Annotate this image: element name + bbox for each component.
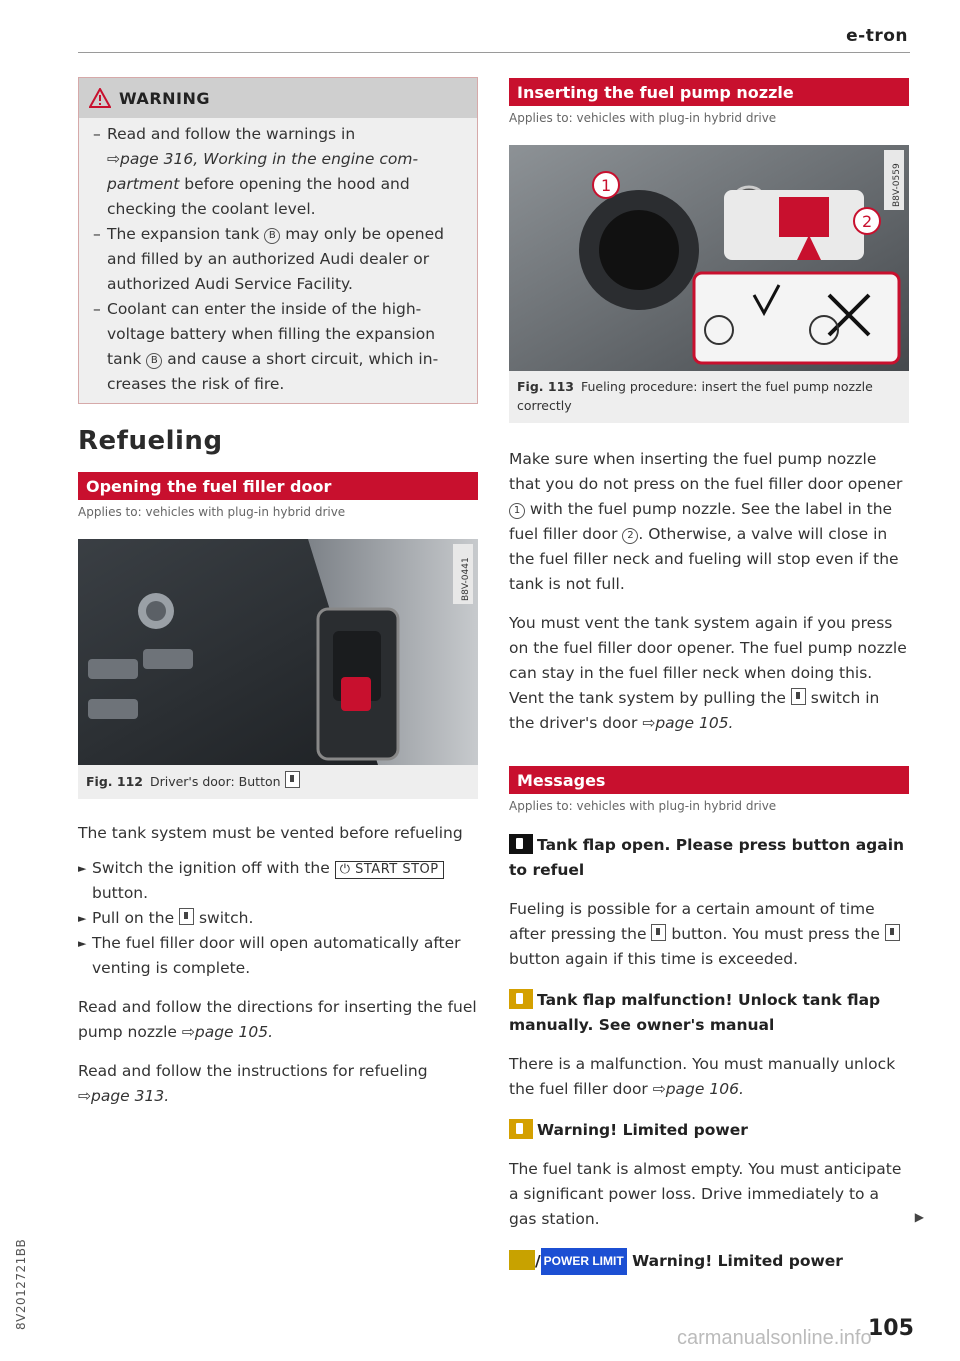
warning-item: – Read and follow the warnings in ⇨page 316, Working in the engine compartment before opening the hood and checking the coolant level. — [93, 125, 419, 218]
page-reference-link[interactable]: ⇨page 313. — [78, 1087, 170, 1105]
paragraph-text: switch in the driver's door — [509, 689, 880, 732]
subsection-title: Messages — [509, 766, 909, 794]
page-reference-link[interactable]: ⇨page 316, Working in the engine compartment — [107, 150, 419, 193]
figure-caption — [78, 765, 478, 799]
paragraph-text: button again if this time is exceeded. — [509, 950, 798, 968]
fuel-door-switch-icon — [179, 908, 194, 925]
figure-number: Fig. 112 — [86, 774, 143, 789]
start-stop-key: ⏻ START STOP — [335, 861, 444, 879]
step-text: button. — [92, 884, 149, 902]
paragraph — [78, 1059, 478, 1109]
paragraph-text: Read and follow the instructions for refueling — [78, 1062, 428, 1080]
section-title-refueling: Refueling — [78, 426, 223, 456]
right-column — [509, 78, 909, 1275]
page-reference-link[interactable]: ⇨page 106. — [652, 1080, 744, 1098]
message-title-text: Warning! Limited power — [632, 1252, 843, 1270]
page-reference-link[interactable]: ⇨page 105. — [642, 714, 734, 732]
applies-to: Applies to: vehicles with plug-in hybrid drive — [509, 799, 777, 813]
page-reference-link[interactable]: ⇨page 105. — [181, 1023, 274, 1041]
warning-text: Coolant can enter the inside of the high-voltage battery when filling the expansion tank — [107, 300, 436, 368]
warning-text: and cause a short circuit, which increases the risk of fire. — [107, 350, 439, 393]
step-text: The fuel filler door will open automatically after venting is complete. — [92, 934, 461, 977]
figure-caption-text: Driver's door: Button — [149, 774, 281, 789]
figure-112 — [78, 539, 478, 799]
step-text: Switch the ignition off with the — [92, 859, 335, 877]
warning-item: – Coolant can enter the inside of the high-voltage battery when filling the expansion tank B and cause a short circuit, which increases the risk of fire. — [93, 300, 439, 393]
warning-text: before opening the hood and checking the coolant level. — [107, 175, 410, 218]
marker-b: B — [264, 228, 280, 244]
fuel-door-black-icon — [509, 834, 533, 854]
paragraph — [509, 447, 909, 597]
door-button-photo — [78, 539, 478, 765]
step-text: switch. — [194, 909, 254, 927]
step-item: ► The fuel filler door will open automatically after venting is complete. — [78, 934, 461, 977]
continue-arrow-icon: ▶ — [914, 1210, 924, 1224]
fuel-door-yellow-icon — [509, 1119, 533, 1139]
steps-list — [78, 856, 478, 981]
paragraph-text: You must vent the tank system again if you press on the fuel filler door opener. The fuel pump nozzle can stay in the fuel filler neck when doing this. Vent the tank system by pulling the — [509, 614, 907, 707]
paragraph-text: Read and follow the directions for inserting the fuel pump nozzle — [78, 998, 477, 1041]
callout-2: 2 — [862, 212, 873, 231]
warning-heading: WARNING — [119, 88, 210, 108]
side-code — [12, 1200, 32, 1330]
page-number: 105 — [868, 1316, 914, 1341]
paragraph-text: Make sure when inserting the fuel pump nozzle that you do not press on the fuel filler door opener — [509, 450, 903, 493]
paragraph — [509, 897, 909, 972]
step-item: ► Pull on the switch. — [78, 909, 254, 927]
paragraph: The fuel tank is almost empty. You must anticipate a significant power loss. Drive immediately to a gas station. — [509, 1160, 902, 1228]
figure-code: B8V-0559 — [892, 163, 902, 207]
warning-text: The expansion tank — [107, 225, 265, 243]
paragraph-text: There is a malfunction. You must manually unlock the fuel filler door — [509, 1055, 896, 1098]
applies-to: Applies to: vehicles with plug-in hybrid drive — [78, 505, 346, 519]
warning-text: Read and follow the warnings in — [107, 125, 356, 143]
running-header: e-tron — [846, 26, 908, 46]
subsection-title: Opening the fuel filler door — [78, 472, 478, 500]
paragraph-text: . Otherwise, a valve will close in the fuel filler neck and fueling will stop even if the tank is not full. — [509, 525, 899, 593]
warning-triangle-icon — [89, 88, 111, 108]
fuel-door-switch-icon — [285, 771, 300, 788]
fuel-door-switch-icon — [651, 924, 666, 941]
power-limit-icon — [509, 1250, 535, 1270]
warning-body — [79, 118, 477, 403]
callout-1: 1 — [601, 176, 612, 195]
figure-113 — [509, 145, 909, 423]
paragraph-text: Fueling is possible for a certain amount of time after pressing the — [509, 900, 875, 943]
message-title — [509, 833, 909, 883]
paragraph-text: with the fuel pump nozzle. See the label in the fuel filler door — [509, 500, 893, 543]
message-title-text: Warning! Limited power — [537, 1121, 748, 1139]
header-rule — [78, 52, 910, 53]
marker-2: 2 — [622, 528, 638, 544]
subsection-title: Inserting the fuel pump nozzle — [509, 78, 909, 106]
warning-text: may only be opened and filled by an authorized Audi dealer or authorized Audi Service Facility. — [107, 225, 444, 293]
figure-code: B8V-0441 — [461, 557, 471, 601]
figure-number: Fig. 113 — [517, 379, 574, 394]
message-title — [509, 1118, 909, 1143]
watermark: carmanualsonline.info — [677, 1327, 872, 1349]
applies-to: Applies to: vehicles with plug-in hybrid drive — [509, 111, 777, 125]
step-item: ► Switch the ignition off with the ⏻ START STOP button. — [78, 856, 478, 906]
fuel-door-yellow-icon — [509, 989, 533, 1009]
message-title: / POWER LIMIT Warning! Limited power — [509, 1248, 909, 1275]
figure-caption-text: Fueling procedure: insert the fuel pump nozzle correctly — [517, 379, 873, 413]
fuel-door-switch-icon — [885, 924, 900, 941]
marker-1: 1 — [509, 503, 525, 519]
fuel-door-switch-icon — [791, 688, 806, 705]
paragraph — [509, 611, 909, 736]
paragraph-text: button. You must press the — [666, 925, 885, 943]
fuel-filler-photo — [509, 145, 909, 371]
left-column — [78, 77, 478, 1109]
paragraph — [78, 995, 478, 1045]
intro-text: The tank system must be vented before refueling — [78, 824, 463, 842]
step-text: Pull on the — [92, 909, 180, 927]
marker-b: B — [146, 353, 162, 369]
message-title-text: Tank flap malfunction! Unlock tank flap manually. See owner's manual — [509, 991, 881, 1034]
warning-item: – The expansion tank B may only be opened and filled by an authorized Audi dealer or authorized Audi Service Facility. — [93, 225, 444, 293]
warning-box — [78, 77, 478, 404]
message-title-text: Tank flap open. Please press button again to refuel — [509, 836, 905, 879]
power-limit-badge: POWER LIMIT — [541, 1248, 627, 1275]
warning-header — [79, 78, 477, 118]
message-title — [509, 988, 909, 1038]
paragraph — [509, 1052, 909, 1102]
side-code-text: 8V2012721BB — [14, 1238, 28, 1330]
figure-caption — [509, 371, 909, 423]
